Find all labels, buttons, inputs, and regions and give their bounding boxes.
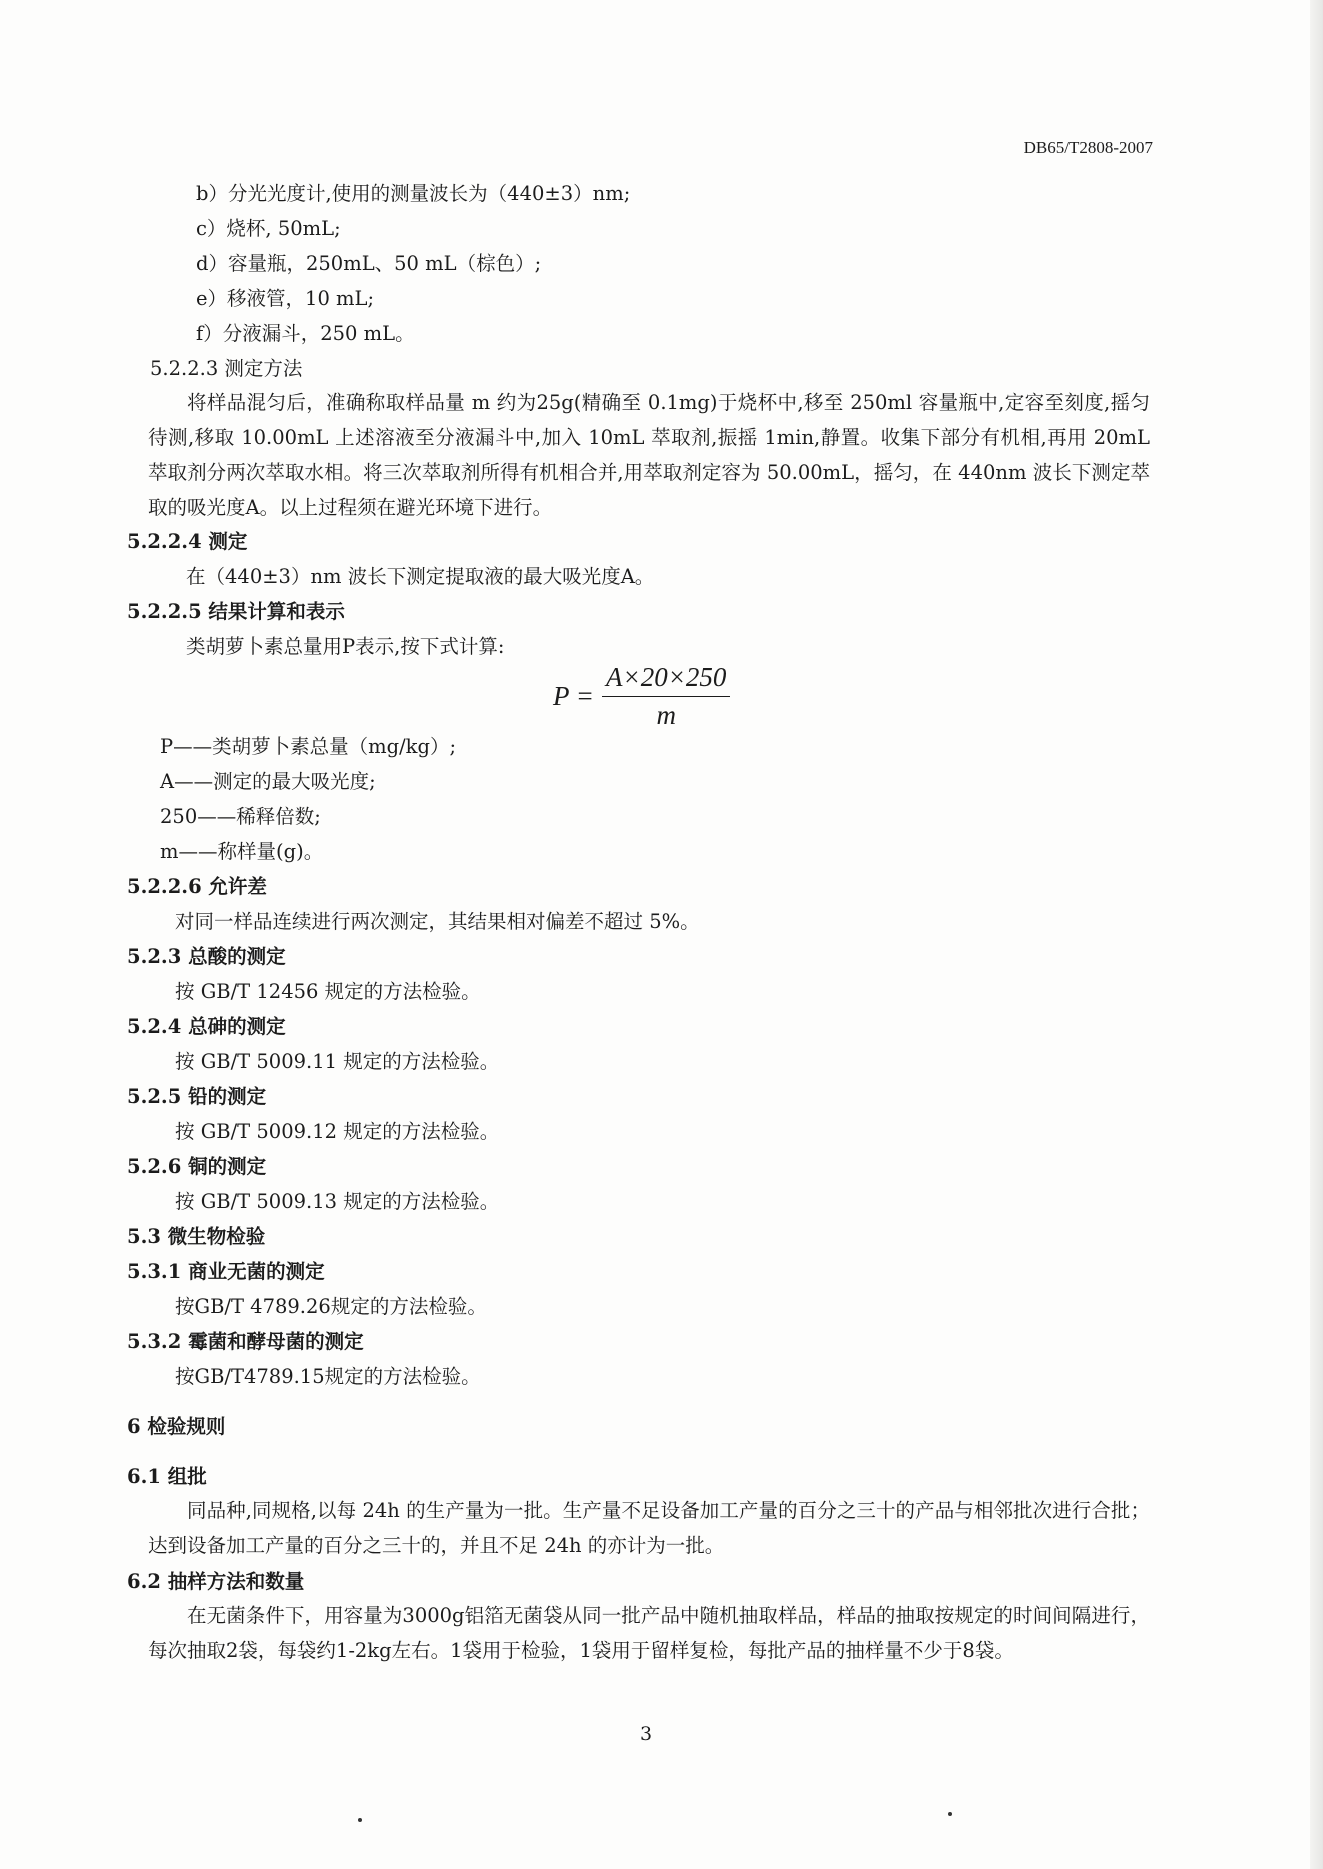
section-heading-6: 6 检验规则 bbox=[127, 1415, 226, 1438]
section-heading-53: 5.3 微生物检验 bbox=[127, 1225, 266, 1248]
sampling-paragraph: 在无菌条件下，用容量为3000g铝箔无菌袋从同一批产品中随机抽取样品，样品的抽取按规定的时间间隔进行，每次抽取2袋，每袋约1-2kg左右。1袋用于检验，1袋用于留样复检，每批产品的抽样量不少于8袋。 bbox=[148, 1604, 1150, 1662]
scan-speck bbox=[948, 1812, 952, 1816]
definition-item: 250——稀释倍数; bbox=[160, 805, 321, 828]
section-body: 按GB/T 4789.26规定的方法检验。 bbox=[175, 1295, 487, 1318]
section-body: 对同一样品连续进行两次测定，其结果相对偏差不超过 5%。 bbox=[175, 910, 700, 933]
section-body: 在（440±3）nm 波长下测定提取液的最大吸光度A。 bbox=[186, 565, 655, 588]
section-heading-524: 5.2.4 总砷的测定 bbox=[127, 1015, 286, 1038]
definition-item: A——测定的最大吸光度; bbox=[160, 770, 376, 793]
section-heading-531: 5.3.1 商业无菌的测定 bbox=[127, 1260, 325, 1283]
page-edge-shadow bbox=[1310, 0, 1323, 1869]
section-heading-62: 6.2 抽样方法和数量 bbox=[127, 1570, 305, 1593]
formula-numerator: A×20×250 bbox=[602, 662, 730, 697]
section-body: 按 GB/T 5009.13 规定的方法检验。 bbox=[175, 1190, 500, 1213]
formula-intro: 类胡萝卜素总量用P表示,按下式计算: bbox=[186, 635, 505, 658]
list-item: d）容量瓶，250mL、50 mL（棕色）; bbox=[196, 252, 542, 275]
formula-lhs: P = bbox=[553, 681, 594, 711]
section-body: 按GB/T4789.15规定的方法检验。 bbox=[175, 1365, 481, 1388]
scan-speck bbox=[358, 1818, 362, 1822]
section-heading-5224: 5.2.2.4 测定 bbox=[127, 530, 248, 553]
section-heading-5226: 5.2.2.6 允许差 bbox=[127, 875, 267, 898]
section-heading-532: 5.3.2 霉菌和酵母菌的测定 bbox=[127, 1330, 364, 1353]
section-heading-5223: 5.2.2.3 测定方法 bbox=[150, 357, 303, 380]
section-body: 按 GB/T 5009.12 规定的方法检验。 bbox=[175, 1120, 500, 1143]
definition-item: m——称样量(g)。 bbox=[160, 840, 324, 863]
document-code: DB65/T2808-2007 bbox=[1023, 138, 1153, 157]
section-heading-523: 5.2.3 总酸的测定 bbox=[127, 945, 286, 968]
list-item: c）烧杯, 50mL; bbox=[196, 217, 341, 240]
formula-denominator: m bbox=[656, 700, 676, 730]
definition-item: P——类胡萝卜素总量（mg/kg）; bbox=[160, 735, 457, 758]
section-heading-5225: 5.2.2.5 结果计算和表示 bbox=[127, 600, 345, 623]
formula-fraction bbox=[602, 662, 730, 731]
section-body: 按 GB/T 12456 规定的方法检验。 bbox=[175, 980, 481, 1003]
section-heading-525: 5.2.5 铅的测定 bbox=[127, 1085, 267, 1108]
list-item: b）分光光度计,使用的测量波长为（440±3）nm; bbox=[196, 182, 631, 205]
batching-paragraph: 同品种,同规格,以每 24h 的生产量为一批。生产量不足设备加工产量的百分之三十的产品与相邻批次进行合批；达到设备加工产量的百分之三十的，并且不足 24h 的亦计为一批。 bbox=[148, 1499, 1150, 1557]
page-number: 3 bbox=[640, 1723, 653, 1745]
section-heading-61: 6.1 组批 bbox=[127, 1465, 207, 1488]
list-item: f）分液漏斗，250 mL。 bbox=[196, 322, 415, 345]
list-item: e）移液管，10 mL; bbox=[196, 287, 375, 310]
method-paragraph: 将样品混匀后，准确称取样品量 m 约为25g(精确至 0.1mg)于烧杯中,移至 250ml 容量瓶中,定容至刻度,摇匀待测,移取 10.00mL 上述溶液至分液漏斗中,加入 10mL 萃取剂,振摇 1min,静置。收集下部分有机相,再用 20mL 萃取剂分两次萃取水相。将三次萃取剂所得有机相合并,用萃取剂定容为 50.00mL，摇匀，在 440nm 波长下测定萃取的吸光度A。以上过程须在避光环境下进行。 bbox=[148, 391, 1150, 519]
carotenoid-formula bbox=[553, 662, 730, 731]
section-body: 按 GB/T 5009.11 规定的方法检验。 bbox=[175, 1050, 500, 1073]
section-heading-526: 5.2.6 铜的测定 bbox=[127, 1155, 267, 1178]
